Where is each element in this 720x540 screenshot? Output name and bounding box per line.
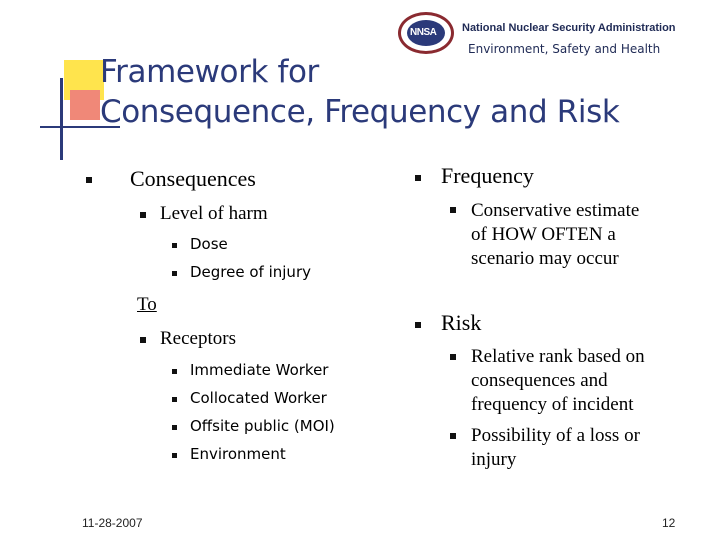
bullet-icon: [172, 369, 177, 374]
bullet-icon: [140, 212, 146, 218]
logo-text: NNSA: [410, 27, 437, 38]
vertical-accent-line: [60, 78, 63, 160]
bullet-icon: [415, 175, 421, 181]
risk-loss-line: injury: [471, 449, 517, 470]
nnsa-logo: [398, 12, 454, 54]
bullet-icon: [172, 453, 177, 458]
harm-item-dose: Dose: [190, 235, 228, 253]
risk-item-loss: [471, 424, 640, 472]
org-subtitle: Environment, Safety and Health: [468, 42, 661, 56]
bullet-icon: [172, 425, 177, 430]
consequences-heading: Consequences: [130, 166, 256, 191]
risk-rank-line: consequences and: [471, 370, 608, 391]
harm-item-injury: Degree of injury: [190, 263, 311, 281]
risk-item-rank: [471, 345, 645, 417]
bullet-icon: [450, 354, 456, 360]
org-name: National Nuclear Security Administration: [462, 22, 676, 34]
risk-heading: Risk: [441, 310, 482, 335]
title-line-2: Consequence, Frequency and Risk: [100, 94, 620, 130]
bullet-icon: [172, 243, 177, 248]
frequency-text: [471, 199, 639, 271]
red-accent-square: [70, 90, 100, 120]
frequency-line: of HOW OFTEN a: [471, 224, 616, 245]
title-line-1: Framework for: [100, 54, 319, 90]
to-label: To: [137, 294, 157, 315]
frequency-line: Conservative estimate: [471, 200, 640, 221]
bullet-icon: [140, 337, 146, 343]
frequency-heading: Frequency: [441, 163, 534, 188]
bullet-icon: [86, 177, 92, 183]
level-of-harm: Level of harm: [160, 203, 268, 224]
receptor-item: Immediate Worker: [190, 361, 329, 379]
receptors-label: Receptors: [160, 328, 236, 349]
receptor-item: Collocated Worker: [190, 389, 327, 407]
frequency-line: scenario may occur: [471, 248, 619, 269]
page-number: 12: [662, 516, 676, 530]
bullet-icon: [450, 207, 456, 213]
risk-rank-line: frequency of incident: [471, 394, 634, 415]
receptor-item: Offsite public (MOI): [190, 417, 335, 435]
risk-loss-line: Possibility of a loss or: [471, 425, 640, 446]
footer-date: 11-28-2007: [82, 516, 143, 530]
bullet-icon: [450, 433, 456, 439]
bullet-icon: [172, 271, 177, 276]
bullet-icon: [172, 397, 177, 402]
slide-title: [100, 52, 619, 132]
bullet-icon: [415, 322, 421, 328]
receptor-item: Environment: [190, 445, 286, 463]
risk-rank-line: Relative rank based on: [471, 346, 645, 367]
